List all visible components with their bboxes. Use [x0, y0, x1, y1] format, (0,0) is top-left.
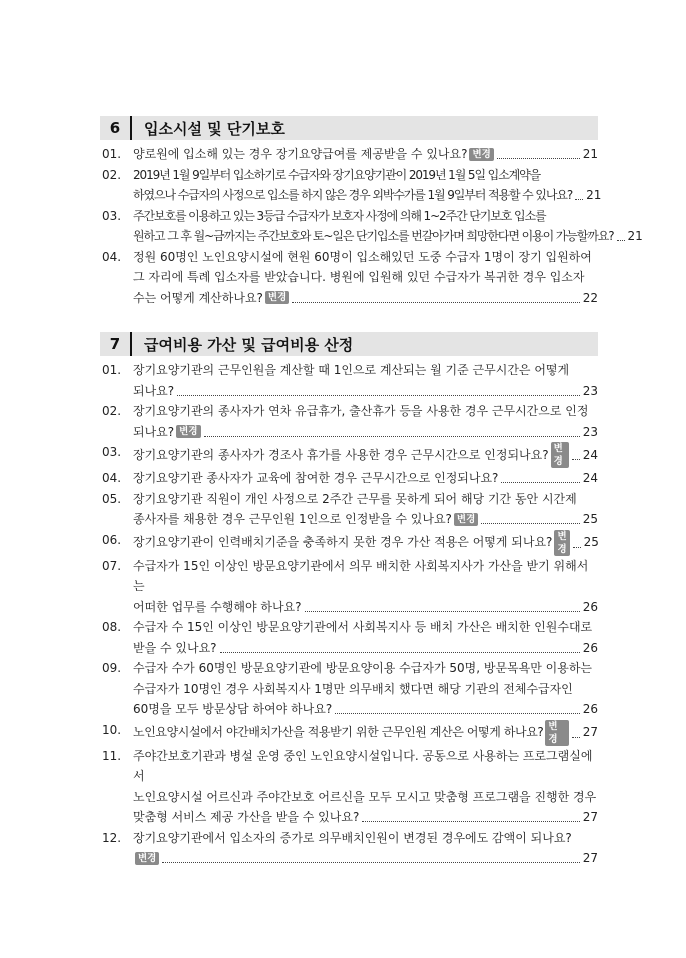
page-number: 22	[582, 290, 598, 305]
toc-entry[interactable]	[100, 556, 598, 618]
entry-line: 주야간보호기관과 병설 운영 중인 노인요양시설입니다. 공동으로 사용하는 프로그램실에서	[133, 748, 593, 783]
change-badge: 변경	[135, 852, 159, 865]
page-number: 27	[582, 810, 598, 824]
entry-number: 01.	[102, 147, 122, 161]
dot-leader	[575, 198, 583, 200]
entry-number: 03.	[102, 445, 122, 459]
entry-text: 장기요양기관이 인력배치기준을 충족하지 못한 경우 가산 적용은 어떻게 되나요?	[133, 535, 553, 550]
dot-leader	[305, 610, 580, 612]
entry-text: 되나요?	[133, 383, 175, 398]
toc-entry[interactable]	[100, 530, 598, 556]
section-number: 6	[100, 116, 132, 140]
entry-line: 장기요양기관의 종사자가 연차 유급휴가, 출산휴가 등을 사용한 경우 근무시간으로 인정	[133, 404, 589, 418]
entry-line: 장기요양기관에서 입소자의 증가로 의무배치인원이 변경된 경우에도 감액이 되나요?	[133, 830, 572, 845]
page-number: 27	[582, 725, 598, 740]
dot-leader	[335, 712, 580, 714]
entry-last-line	[133, 422, 598, 443]
page-number: 24	[582, 447, 598, 462]
section-header	[100, 116, 598, 140]
entry-number: 08.	[102, 620, 122, 634]
section-title: 입소시설 및 단기보호	[144, 119, 285, 138]
toc-entry[interactable]	[100, 658, 598, 720]
entry-text: 양로원에 입소해 있는 경우 장기요양급여를 제공받을 수 있나요?	[133, 147, 468, 161]
entry-last-line	[133, 185, 602, 206]
entry-body	[133, 165, 602, 206]
entry-body	[133, 360, 598, 401]
toc-entry[interactable]	[100, 247, 598, 309]
entry-last-line	[133, 226, 643, 247]
entry-last-line	[133, 848, 598, 869]
entry-body	[133, 442, 598, 468]
page-number: 21	[627, 229, 643, 243]
entry-number: 12.	[102, 830, 122, 845]
entry-body	[133, 720, 598, 746]
entry-body	[133, 658, 598, 720]
dot-leader	[481, 522, 579, 524]
dot-leader	[220, 651, 580, 653]
entry-text: 되나요?	[133, 424, 175, 439]
change-badge: 변경	[545, 720, 568, 746]
page-number: 26	[582, 640, 598, 655]
entry-number: 03.	[102, 208, 122, 223]
entry-body	[133, 247, 598, 309]
entry-number: 10.	[102, 722, 122, 737]
entry-last-line	[133, 597, 598, 618]
entry-text: 수는 어떻게 계산하나요?	[133, 290, 263, 305]
page-number: 23	[582, 383, 598, 398]
toc-entry[interactable]	[100, 442, 598, 468]
dot-leader	[162, 861, 579, 863]
dot-leader	[572, 736, 580, 738]
entry-line: 수급자 수가 60명인 방문요양기관에 방문요양이용 수급자가 50명, 방문목욕만 이용하는	[133, 661, 593, 675]
entry-body	[133, 401, 598, 442]
entry-last-line	[133, 807, 598, 828]
toc-entry[interactable]	[100, 144, 598, 165]
entry-text: 맞춤형 서비스 제공 가산을 받을 수 있나요?	[133, 810, 360, 824]
page-number: 26	[582, 702, 598, 716]
entry-text: 노인요양시설에서 야간배치가산을 적용받기 위한 근무인원 계산은 어떻게 하나요?	[133, 725, 544, 740]
section-number: 7	[100, 332, 132, 356]
entry-number: 11.	[102, 748, 122, 763]
change-badge: 변경	[176, 425, 200, 438]
dot-leader	[177, 394, 580, 396]
entry-last-line	[133, 530, 598, 556]
entry-number: 02.	[102, 404, 122, 418]
toc-entry[interactable]	[100, 489, 598, 530]
entry-last-line	[133, 288, 598, 309]
entry-text: 받을 수 있나요?	[133, 640, 217, 655]
section-title: 급여비용 가산 및 급여비용 산정	[144, 335, 354, 354]
entry-body	[133, 468, 598, 489]
change-badge: 변경	[265, 291, 289, 304]
section-6	[100, 116, 643, 308]
entry-last-line	[133, 144, 598, 165]
page-number: 21	[586, 188, 602, 202]
entry-text: 장기요양기관의 종사자가 경조사 휴가를 사용한 경우 근무시간으로 인정되나요?	[133, 447, 549, 462]
toc-entry[interactable]	[100, 401, 598, 442]
dot-leader	[497, 157, 580, 159]
entry-line: 정원 60명인 노인요양시설에 현원 60명이 입소해있던 도중 수급자 1명이 장기 입원하여	[133, 249, 592, 264]
entry-line: 노인요양시설 어르신과 주야간보호 어르신을 모두 모시고 맞춤형 프로그램을 진행한 경우	[133, 789, 597, 804]
entry-number: 05.	[102, 491, 122, 506]
dot-leader	[362, 820, 579, 822]
entry-body	[133, 530, 598, 556]
entry-text: 원하고 그 후 월~금까지는 주간보호와 토~일은 단기입소를 번갈아가며 희망한다면 이용이 가능할까요?	[133, 229, 614, 243]
entry-line: 장기요양기관 직원이 개인 사정으로 2주간 근무를 못하게 되어 해당 기간 동안 시간제	[133, 491, 577, 506]
entry-text: 어떠한 업무를 수행해야 하나요?	[133, 599, 302, 614]
entry-last-line	[133, 720, 598, 746]
toc-entry[interactable]	[100, 468, 598, 489]
toc-entry[interactable]	[100, 360, 598, 401]
toc-entry[interactable]	[100, 617, 598, 658]
page-number: 25	[583, 535, 599, 550]
entry-number: 09.	[102, 661, 122, 675]
entry-last-line	[133, 638, 598, 659]
toc-list	[100, 144, 643, 308]
page-number: 21	[582, 147, 598, 161]
entry-line: 그 자리에 특례 입소자를 받았습니다. 병원에 입원해 있던 수급자가 복귀한 경우 입소자	[133, 270, 585, 284]
change-badge: 변경	[454, 513, 478, 526]
toc-entry[interactable]	[100, 165, 602, 206]
entry-last-line	[133, 509, 598, 530]
toc-entry[interactable]	[100, 828, 598, 869]
entry-last-line	[133, 699, 598, 720]
entry-number: 01.	[102, 363, 122, 377]
entry-number: 07.	[102, 558, 122, 573]
entry-body	[133, 617, 598, 658]
entry-line: 수급자가 10명인 경우 사회복지사 1명만 의무배치 했다면 해당 기관의 전체수급자인	[133, 681, 573, 696]
toc-entry[interactable]	[100, 206, 643, 247]
entry-line: 수급자 수 15인 이상인 방문요양기관에서 사회복지사 등 배치 가산은 배치한 인원수대로	[133, 620, 593, 634]
dot-leader	[572, 458, 580, 460]
page-number: 25	[582, 512, 598, 526]
page-number: 26	[582, 599, 598, 614]
dot-leader	[617, 239, 625, 241]
entry-text: 60명을 모두 방문상담 하여야 하나요?	[133, 702, 333, 716]
entry-last-line	[133, 442, 598, 468]
change-badge: 변경	[551, 442, 569, 468]
dot-leader	[573, 546, 581, 548]
page-number: 27	[582, 851, 598, 865]
section-header	[100, 332, 598, 356]
page-number: 24	[582, 471, 598, 485]
toc-entry[interactable]	[100, 720, 598, 746]
entry-text: 종사자를 채용한 경우 근무인원 1인으로 인정받을 수 있나요?	[133, 512, 452, 526]
entry-number: 04.	[102, 471, 122, 485]
entry-text: 장기요양기관 종사자가 교육에 참여한 경우 근무시간으로 인정되나요?	[133, 471, 499, 485]
entry-line: 장기요양기관의 근무인원을 계산할 때 1인으로 계산되는 월 기준 근무시간은 어떻게	[133, 363, 570, 377]
entry-body	[133, 206, 643, 247]
entry-body	[133, 556, 598, 618]
entry-number: 04.	[102, 249, 122, 264]
entry-body	[133, 746, 598, 828]
dot-leader	[292, 301, 579, 303]
entry-body	[133, 144, 598, 165]
entry-line: 2019년 1월 9일부터 입소하기로 수급자와 장기요양기관이 2019년 1월 5일 입소계약을	[133, 167, 541, 182]
entry-body	[133, 489, 598, 530]
toc-entry[interactable]	[100, 746, 598, 828]
change-badge: 변경	[469, 148, 493, 161]
dot-leader	[204, 435, 580, 437]
entry-number: 02.	[102, 167, 122, 182]
section-7	[100, 332, 598, 869]
entry-line: 주간보호를 이용하고 있는 3등급 수급자가 보호자 사정에 의해 1~2주간 단기보호 입소를	[133, 208, 546, 223]
page-number: 23	[582, 424, 598, 439]
entry-number: 06.	[102, 532, 122, 547]
entry-body	[133, 828, 598, 869]
dot-leader	[501, 481, 579, 483]
entry-last-line	[133, 468, 598, 489]
entry-line: 수급자가 15인 이상인 방문요양기관에서 의무 배치한 사회복지사가 가산을 받기 위해서는	[133, 558, 589, 593]
toc-list	[100, 360, 598, 869]
entry-last-line	[133, 381, 598, 402]
change-badge: 변경	[554, 530, 569, 556]
entry-text: 하였으나 수급자의 사정으로 입소를 하지 않은 경우 외박수가를 1월 9일부터 적용할 수 있나요?	[133, 188, 573, 202]
